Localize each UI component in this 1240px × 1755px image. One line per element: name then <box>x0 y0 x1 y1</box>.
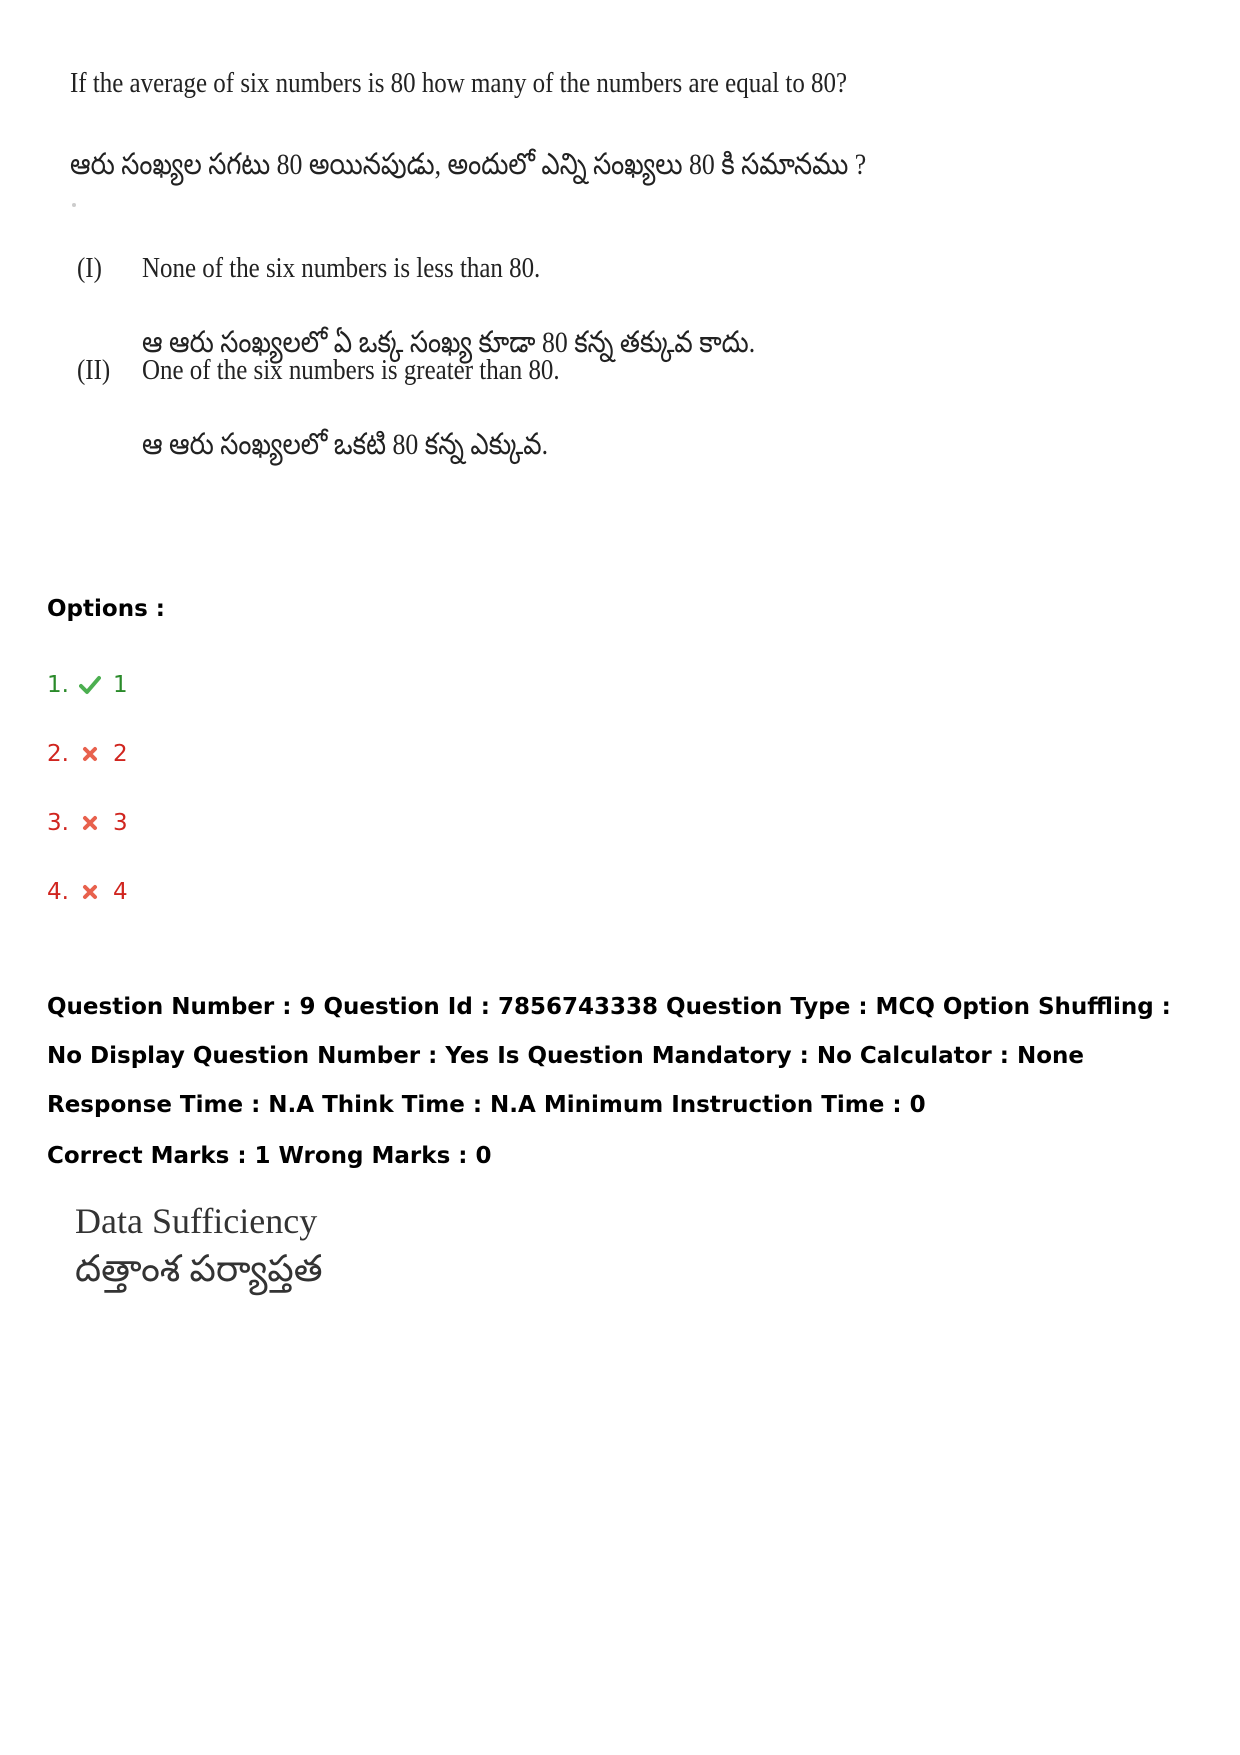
cross-icon <box>79 743 101 765</box>
option-number: 1. <box>47 672 69 698</box>
statement-2-label: (II) <box>77 354 111 386</box>
statement-1-label: (I) <box>77 252 102 284</box>
cross-icon <box>79 812 101 834</box>
question-text-en: If the average of six numbers is 80 how many of the numbers are equal to 80? <box>70 67 848 99</box>
check-icon <box>79 674 101 696</box>
option-4 <box>47 879 128 905</box>
option-1 <box>47 672 128 698</box>
section-title-image <box>75 1198 323 1294</box>
question-meta-info: Question Number : 9 Question Id : 7856743338 Question Type : MCQ Option Shuffling : No Display Question Number : Yes Is Question Mandatory : No Calculator : None Response Time : N.A Think Time : N.A Minimum Instruction Time : 0 <box>47 994 1171 1118</box>
statement-2-text-en: One of the six numbers is greater than 80. <box>142 354 560 386</box>
option-number: 2. <box>47 741 69 767</box>
question-text-te: ఆరు సంఖ్యల సగటు 80 అయినపుడు, అందులో ఎన్ని సంఖ్యలు 80 కి సమానము ? <box>70 148 867 181</box>
section-title-te: దత్తాంశ పర్యాప్తత <box>75 1249 323 1290</box>
statement-1-text-te: ఆ ఆరు సంఖ్యలలో ఏ ఒక్క సంఖ్య కూడా 80 కన్న తక్కువ కాదు. <box>142 326 756 359</box>
option-3 <box>47 810 128 836</box>
option-number: 3. <box>47 810 69 836</box>
statement-1-text-en: None of the six numbers is less than 80. <box>142 252 541 284</box>
cross-icon <box>79 881 101 903</box>
option-value: 4 <box>112 879 128 905</box>
section-title-en: Data Sufficiency <box>75 1201 318 1241</box>
option-2 <box>47 741 128 767</box>
options-heading: Options : <box>47 596 165 622</box>
scan-speck <box>72 203 76 207</box>
question-marks: Correct Marks : 1 Wrong Marks : 0 <box>47 1143 492 1169</box>
option-value: 2 <box>112 741 128 767</box>
statement-2-text-te: ఆ ఆరు సంఖ్యలలో ఒకటి 80 కన్న ఎక్కువ. <box>142 428 549 461</box>
option-value: 3 <box>112 810 128 836</box>
option-value: 1 <box>112 672 128 698</box>
option-number: 4. <box>47 879 69 905</box>
